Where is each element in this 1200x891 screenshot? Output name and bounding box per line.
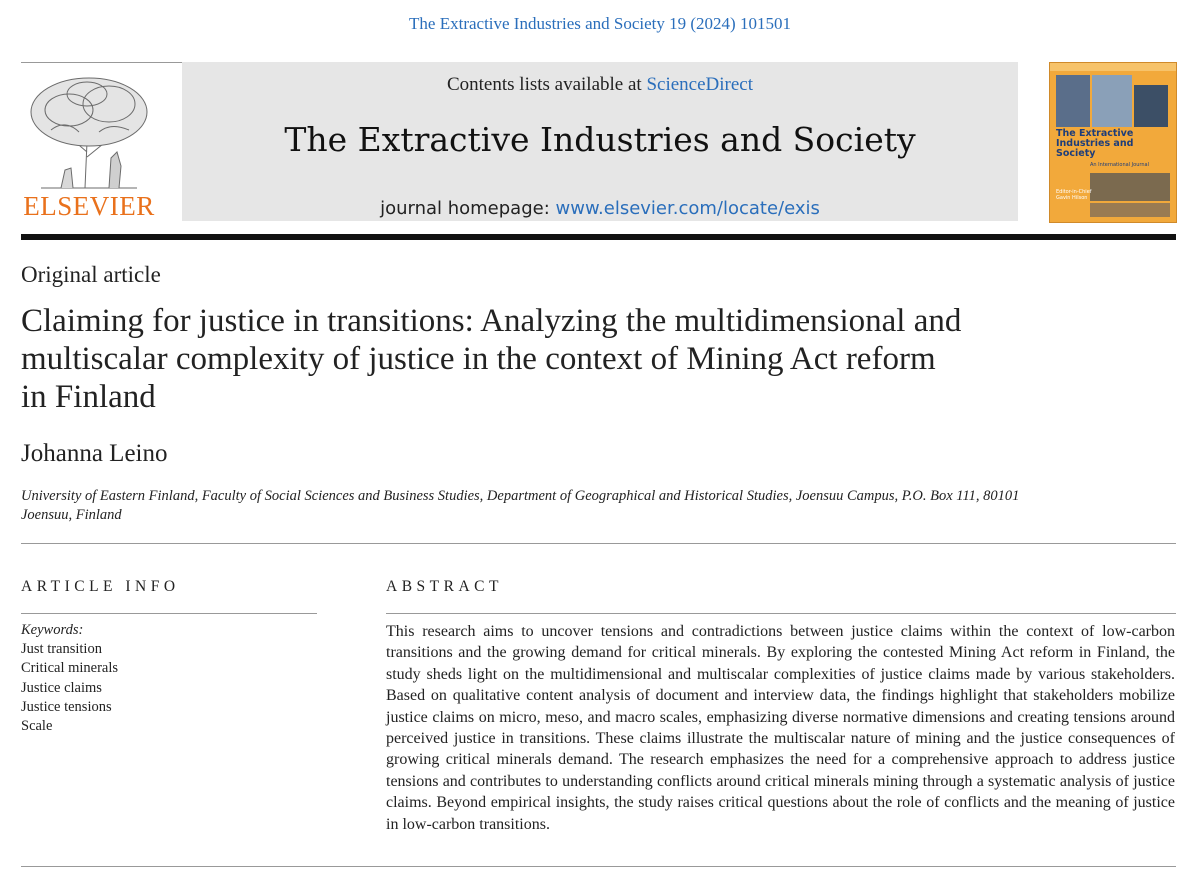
- keywords-label: Keywords:: [21, 622, 84, 638]
- citation-line[interactable]: The Extractive Industries and Society 19 (2024) 101501: [409, 14, 791, 33]
- abstract-text: This research aims to uncover tensions and contradictions between justice claims within the context of low-carbon transitions and the growing demand for critical minerals. By exploring the contested Mining Act reform in Finland, the study sheds light on the multidimensional and multiscalar complexities of justice claims made by various stakeholders. Based on qualitative content analysis of document and interview data, the findings highlight that stakeholders mobilize justice claims on micro, meso, and macro scales, emphasizing diverse normative dimensions and creating tensions around perceived justice in transitions. These claims illustrate the multiscalar nature of mining and the justice consequences of growing critical minerals demand. The research emphasizes the need for a comprehensive approach to address justice tensions and contributes to understanding conflicts around critical minerals mining through a systematic analysis of justice claims. Beyond empirical insights, the study raises critical questions about the role of conflicts and the meaning of justice in low-carbon transitions.: [386, 623, 1175, 833]
- keyword-item[interactable]: Critical minerals: [21, 660, 119, 677]
- elsevier-wordmark: ELSEVIER: [23, 191, 155, 221]
- abstract-heading: ABSTRACT: [386, 578, 503, 595]
- cover-title: The Extractive Industries and Society: [1056, 128, 1134, 159]
- cover-photo-strip: [1090, 203, 1170, 217]
- cover-photo-strip: [1090, 173, 1170, 201]
- keyword-item[interactable]: Scale: [21, 718, 53, 735]
- cover-editor-name: Gavin Hilson: [1056, 195, 1088, 201]
- journal-cover-image[interactable]: [1049, 62, 1177, 223]
- homepage-prefix: journal homepage:: [380, 198, 550, 219]
- journal-title: The Extractive Industries and Society: [284, 120, 916, 159]
- article-type: Original article: [21, 262, 161, 287]
- elsevier-logo: [21, 72, 157, 222]
- contents-line: [182, 74, 1018, 96]
- cover-editor-label: Editor-in-Chief: [1056, 189, 1092, 195]
- affiliation-rule: [21, 543, 1176, 544]
- contents-prefix: Contents lists available at: [446, 74, 642, 95]
- cover-photo: [1092, 75, 1132, 127]
- cover-top-bar: [1050, 63, 1176, 71]
- tree-logo-icon: [21, 72, 157, 190]
- keywords-block: [21, 621, 118, 736]
- homepage-line: [182, 198, 1018, 219]
- author-name[interactable]: Johanna Leino: [21, 440, 168, 467]
- keyword-item[interactable]: Just transition: [21, 641, 102, 658]
- author-affiliation: University of Eastern Finland, Faculty of Social Sciences and Business Studies, Department of Geographical and Historical Studies, Joensuu Campus, P.O. Box 111, 80101 Joensuu, Finland: [21, 488, 1020, 523]
- journal-homepage-link[interactable]: www.elsevier.com/locate/exis: [555, 198, 820, 219]
- keyword-item[interactable]: Justice tensions: [21, 698, 112, 715]
- keyword-item[interactable]: Justice claims: [21, 679, 102, 696]
- abstract-rule: [386, 613, 1176, 614]
- abstract-bottom-rule: [21, 866, 1176, 867]
- journal-banner: [182, 62, 1018, 221]
- header-thick-rule: [21, 234, 1176, 240]
- article-title: Claiming for justice in transitions: Analyzing the multidimensional and multiscalar complexity of justice in the context of Mining Act reform in Finland: [21, 303, 962, 415]
- cover-subtitle: An International Journal: [1090, 162, 1149, 168]
- cover-photo: [1056, 75, 1090, 127]
- sciencedirect-link[interactable]: ScienceDirect: [646, 74, 754, 95]
- article-info-heading: ARTICLE INFO: [21, 578, 180, 595]
- article-info-rule: [21, 613, 317, 614]
- cover-photo: [1134, 85, 1168, 127]
- cover-editor: [1056, 189, 1092, 201]
